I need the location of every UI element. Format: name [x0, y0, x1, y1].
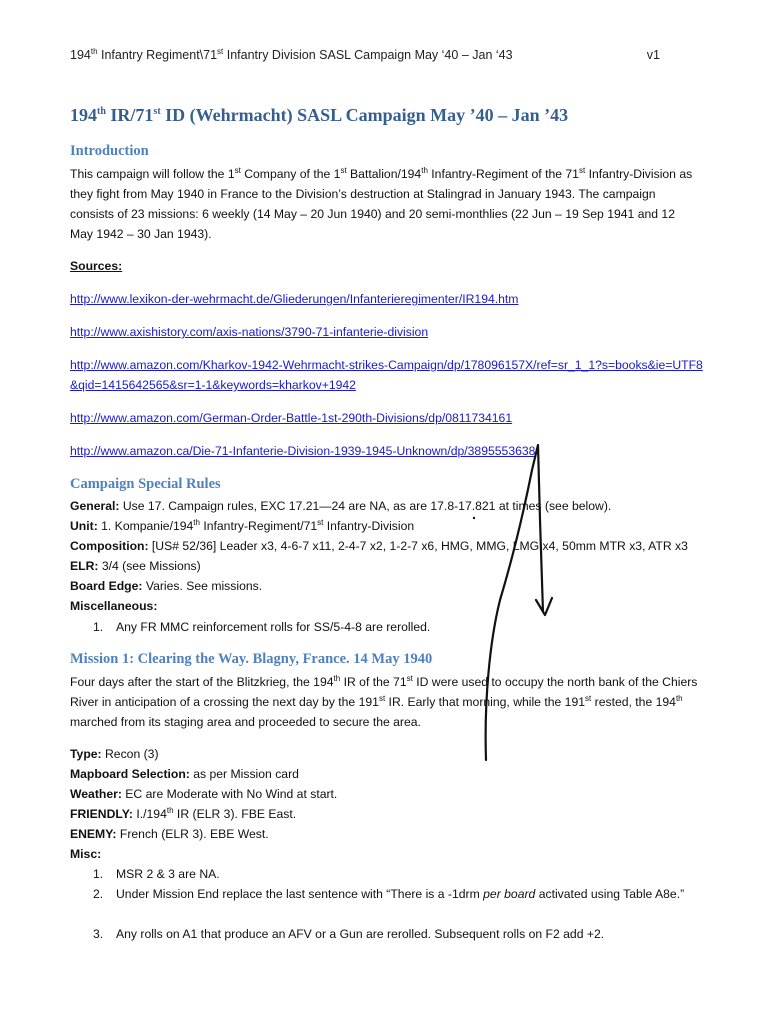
- composition-rule: Composition: [US# 52/36] Leader x3, 4-6-7 x11, 2-4-7 x2, 1-2-7 x6, HMG, MMG, LMG x4, 50mm MTR x3, ATR x3: [70, 539, 688, 553]
- general-rule: General: Use 17. Campaign rules, EXC 17.21—24 are NA, as are 17.8-17.821 at times (see below).: [70, 499, 612, 513]
- campaign-special-rules-heading: Campaign Special Rules: [70, 476, 221, 492]
- source-link-row-2: [70, 322, 428, 342]
- list-text: Any FR MMC reinforcement rolls for SS/5-4-8 are rerolled.: [116, 620, 431, 634]
- sources-label: Sources:: [70, 259, 123, 273]
- source-link-row-1: [70, 289, 518, 309]
- source-link-row-4: [70, 408, 512, 428]
- list-text: Any rolls on A1 that produce an AFV or a Gun are rerolled. Subsequent rolls on F2 add +2.: [116, 927, 605, 941]
- mapboard-selection: Mapboard Selection: as per Mission card: [70, 767, 299, 781]
- document-title: 194th IR/71st ID (Wehrmacht) SASL Campaign May ’40 – Jan ’43: [70, 105, 569, 125]
- board-edge-rule: Board Edge: Varies. See missions.: [70, 579, 263, 593]
- list-number: 3.: [93, 927, 104, 941]
- source-link-4[interactable]: http://www.amazon.com/German-Order-Battle-1st-290th-Divisions/dp/0811734161: [70, 411, 513, 425]
- header-text: 194th Infantry Regiment\71st Infantry Division SASL Campaign May ‘40 – Jan ‘43: [70, 46, 513, 62]
- source-link-3[interactable]: http://www.amazon.com/Kharkov-1942-Wehrmacht-strikes-Campaign/dp/178096157X/ref=sr_1_1?s=books&ie=UTF8&qid=1415642565&sr=1-1&keywords=kharkov+1942: [70, 358, 703, 392]
- mission-1-paragraph: Four days after the start of the Blitzkrieg, the 194th IR of the 71st ID were used to occupy the north bank of the Chiers River in anticipation of a crossing the next day by the 191st IR. Early that morning, while the 191st rested, the 194th marched from its staging area and proceeded to secure the area.: [70, 673, 698, 729]
- miscellaneous-label: Miscellaneous:: [70, 599, 158, 613]
- list-text: Under Mission End replace the last sentence with “There is a -1drm per board activated using Table A8e.”: [116, 887, 685, 901]
- mission-type: Type: Recon (3): [70, 747, 159, 761]
- mission-misc-item-2: [70, 884, 710, 924]
- list-text: MSR 2 & 3 are NA.: [116, 867, 220, 881]
- source-link-row-5: [70, 441, 535, 461]
- running-header: [70, 48, 660, 62]
- introduction-heading: Introduction: [70, 143, 149, 159]
- mission-1-heading: Mission 1: Clearing the Way. Blagny, France. 14 May 1940: [70, 651, 433, 667]
- weather: Weather: EC are Moderate with No Wind at start.: [70, 787, 338, 801]
- source-link-2[interactable]: http://www.axishistory.com/axis-nations/3790-71-infanterie-division: [70, 325, 429, 339]
- elr-rule: ELR: 3/4 (see Missions): [70, 559, 201, 573]
- enemy-forces: ENEMY: French (ELR 3). EBE West.: [70, 827, 269, 841]
- version-label: v1: [646, 48, 660, 62]
- source-link-1[interactable]: http://www.lexikon-der-wehrmacht.de/Gliederungen/Infanterieregimenter/IR194.htm: [70, 292, 519, 306]
- list-number: 1.: [93, 867, 104, 881]
- friendly-forces: FRIENDLY: I./194th IR (ELR 3). FBE East.: [70, 805, 297, 821]
- list-number: 2.: [93, 887, 104, 901]
- misc-label: Misc:: [70, 847, 102, 861]
- list-number: 1.: [93, 620, 104, 634]
- source-link-5[interactable]: http://www.amazon.ca/Die-71-Infanterie-Division-1939-1945-Unknown/dp/3895553638: [70, 444, 536, 458]
- unit-rule: Unit: 1. Kompanie/194th Infantry-Regiment/71st Infantry-Division: [70, 517, 415, 533]
- introduction-paragraph: This campaign will follow the 1st Company of the 1st Battalion/194th Infantry-Regiment of the 71st Infantry-Division as they fight from May 1940 in France to the Division’s destruction at Stalingrad in January 1943. The campaign consists of 23 missions: 6 weekly (14 May – 20 Jun 1940) and 20 semi-monthlies (22 Jun – 19 Sep 1941 and 12 May 1942 – 30 Jan 1943).: [70, 165, 693, 241]
- source-link-row-3: [70, 355, 710, 395]
